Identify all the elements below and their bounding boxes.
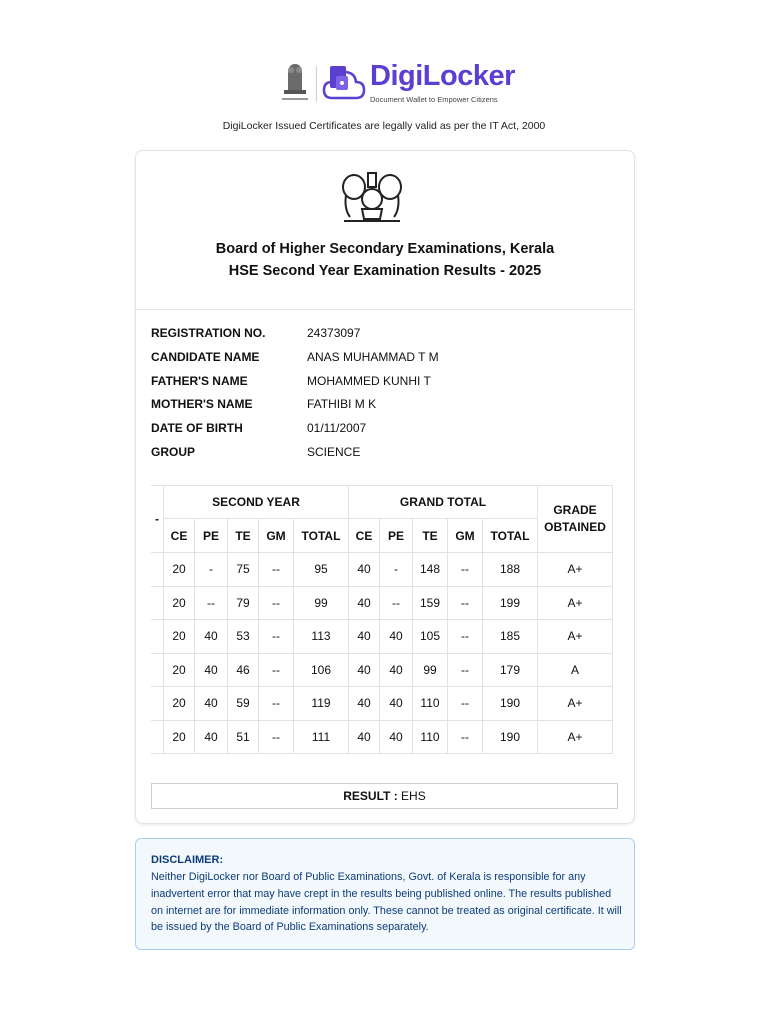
mark-cell: --	[259, 553, 294, 587]
header-divider	[316, 66, 317, 102]
mark-cell: 75	[228, 553, 259, 587]
row-stub-cell	[151, 620, 164, 654]
mark-cell: 119	[294, 687, 349, 721]
info-value: 24373097	[307, 326, 361, 340]
stub-header: -	[151, 486, 164, 553]
sub-header-cell: GM	[448, 519, 483, 553]
mark-cell: 105	[413, 620, 448, 654]
mark-cell: --	[448, 687, 483, 721]
table-row	[151, 553, 613, 587]
mark-cell: 40	[195, 620, 228, 654]
sub-header-cell: CE	[349, 519, 380, 553]
mark-cell: 110	[413, 687, 448, 721]
grade-cell: A+	[538, 720, 613, 754]
info-row-registration	[151, 326, 621, 350]
sub-header-cell: CE	[164, 519, 195, 553]
digilocker-brand: DigiLocker	[370, 60, 515, 92]
mark-cell: 40	[349, 553, 380, 587]
mark-cell: 40	[349, 653, 380, 687]
mark-cell: --	[259, 586, 294, 620]
mark-cell: 46	[228, 653, 259, 687]
mark-cell: 20	[164, 720, 195, 754]
row-stub-cell	[151, 720, 164, 754]
info-label: GROUP	[151, 444, 196, 459]
board-title: Board of Higher Secondary Examinations, Kerala	[215, 241, 555, 257]
sub-header-cell: TE	[413, 519, 448, 553]
digilocker-logo-icon	[322, 62, 366, 102]
mark-cell: 51	[228, 720, 259, 754]
mark-cell: 95	[294, 553, 349, 587]
row-stub-cell	[151, 586, 164, 620]
mark-cell: --	[380, 586, 413, 620]
sub-header-cell: TE	[228, 519, 259, 553]
legal-note: DigiLocker Issued Certificates are legally valid as per the IT Act, 2000	[222, 120, 546, 132]
exam-title: HSE Second Year Examination Results - 2025	[228, 263, 542, 279]
grand-total-header: GRAND TOTAL	[349, 486, 538, 519]
mark-cell: 40	[349, 620, 380, 654]
sub-header-cell: PE	[380, 519, 413, 553]
info-row-mothers-name	[151, 397, 621, 421]
table-row	[151, 653, 613, 687]
table-row	[151, 687, 613, 721]
mark-cell: 40	[195, 653, 228, 687]
info-row-group	[151, 445, 621, 469]
table-row	[151, 620, 613, 654]
mark-cell: --	[448, 620, 483, 654]
marks-table	[151, 485, 613, 754]
mark-cell: --	[448, 720, 483, 754]
mark-cell: -	[380, 553, 413, 587]
result-value: EHS	[401, 789, 426, 803]
mark-cell: 99	[413, 653, 448, 687]
info-value: SCIENCE	[307, 444, 361, 459]
info-label: MOTHER'S NAME	[151, 397, 253, 412]
mark-cell: --	[259, 653, 294, 687]
second-year-header: SECOND YEAR	[164, 486, 349, 519]
mark-cell: --	[259, 720, 294, 754]
digilocker-tagline: Document Wallet to Empower Citizens	[370, 95, 498, 104]
info-value: MOHAMMED KUNHI T	[307, 373, 431, 388]
mark-cell: 159	[413, 586, 448, 620]
mark-cell: 20	[164, 687, 195, 721]
mark-cell: 40	[195, 720, 228, 754]
sub-header-cell: TOTAL	[483, 519, 538, 553]
sub-header-cell: PE	[195, 519, 228, 553]
grade-cell: A	[538, 653, 613, 687]
result-label: RESULT :	[343, 789, 398, 803]
mark-cell: 53	[228, 620, 259, 654]
mark-cell: 185	[483, 620, 538, 654]
mark-cell: 20	[164, 620, 195, 654]
mark-cell: 179	[483, 653, 538, 687]
row-stub-cell	[151, 553, 164, 587]
mark-cell: 40	[195, 687, 228, 721]
marks-body	[151, 553, 613, 754]
table-row	[151, 720, 613, 754]
mark-cell: 40	[349, 586, 380, 620]
info-value: FATHIBI M K	[307, 397, 377, 412]
mark-cell: 99	[294, 586, 349, 620]
mark-cell: 111	[294, 720, 349, 754]
disclaimer-text: Neither DigiLocker nor Board of Public Examinations, Govt. of Kerala is responsible for any inadvertent error that may have crept in the results being published online. The results published on internet are for immediate information only. These cannot be treated as original certificate. It will be issued by the Board of Public Examinations separately.	[151, 871, 622, 934]
mark-cell: -	[195, 553, 228, 587]
mark-cell: 113	[294, 620, 349, 654]
mark-cell: 20	[164, 553, 195, 587]
mark-cell: 199	[483, 586, 538, 620]
digilocker-header	[0, 56, 768, 108]
disclaimer-box	[135, 838, 635, 950]
mark-cell: --	[259, 620, 294, 654]
mark-cell: 190	[483, 720, 538, 754]
mark-cell: 40	[380, 720, 413, 754]
grade-cell: A+	[538, 586, 613, 620]
info-row-date-of-birth	[151, 421, 621, 445]
table-row	[151, 586, 613, 620]
info-label: CANDIDATE NAME	[151, 349, 260, 364]
mark-cell: --	[448, 653, 483, 687]
grade-header: GRADE OBTAINED	[538, 486, 613, 553]
mark-cell: 40	[349, 720, 380, 754]
info-label: DATE OF BIRTH	[151, 421, 243, 436]
mark-cell: 188	[483, 553, 538, 587]
mark-cell: 20	[164, 586, 195, 620]
mark-cell: --	[195, 586, 228, 620]
mark-cell: 40	[380, 653, 413, 687]
kerala-emblem-icon	[340, 165, 404, 225]
sub-header-cell: GM	[259, 519, 294, 553]
result-card	[135, 150, 635, 824]
grade-cell: A+	[538, 687, 613, 721]
mark-cell: --	[259, 687, 294, 721]
mark-cell: 59	[228, 687, 259, 721]
grade-cell: A+	[538, 553, 613, 587]
info-label: REGISTRATION NO.	[151, 326, 266, 340]
info-value: 01/11/2007	[307, 421, 367, 436]
mark-cell: 106	[294, 653, 349, 687]
marks-group-header-row	[151, 486, 613, 519]
mark-cell: 40	[380, 620, 413, 654]
grade-cell: A+	[538, 620, 613, 654]
info-row-candidate-name	[151, 350, 621, 374]
card-header	[136, 151, 634, 310]
disclaimer-title: DISCLAIMER:	[151, 854, 224, 866]
sub-header-cell: TOTAL	[294, 519, 349, 553]
mark-cell: 148	[413, 553, 448, 587]
mark-cell: 110	[413, 720, 448, 754]
row-stub-cell	[151, 653, 164, 687]
mark-cell: 40	[380, 687, 413, 721]
mark-cell: --	[448, 586, 483, 620]
info-label: FATHER'S NAME	[151, 373, 248, 388]
row-stub-cell	[151, 687, 164, 721]
mark-cell: 20	[164, 653, 195, 687]
national-emblem-icon	[278, 60, 312, 104]
mark-cell: 190	[483, 687, 538, 721]
candidate-info	[151, 326, 621, 469]
mark-cell: 79	[228, 586, 259, 620]
info-value: ANAS MUHAMMAD T M	[307, 349, 439, 364]
info-row-fathers-name	[151, 374, 621, 398]
result-box	[151, 783, 618, 809]
mark-cell: 40	[349, 687, 380, 721]
mark-cell: --	[448, 553, 483, 587]
